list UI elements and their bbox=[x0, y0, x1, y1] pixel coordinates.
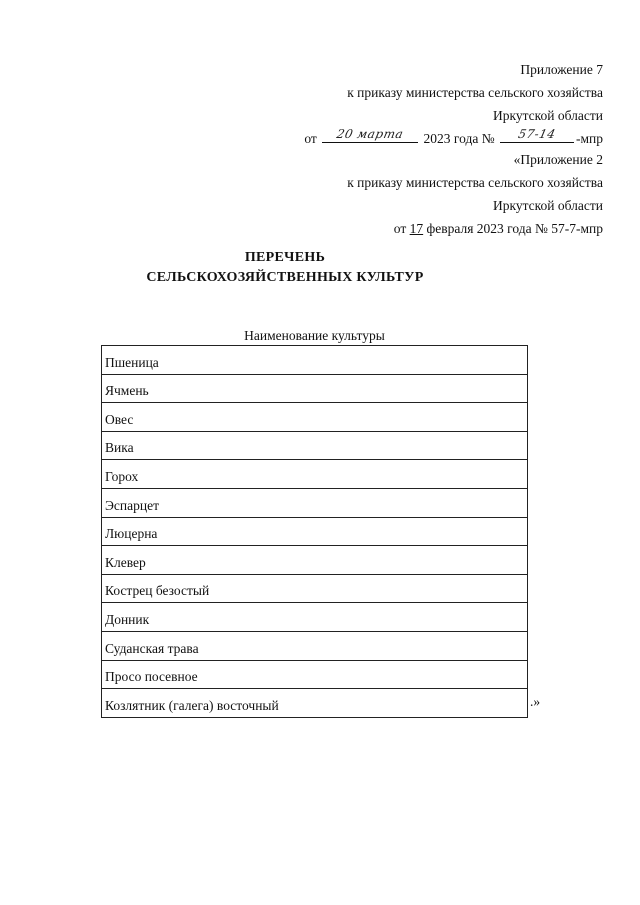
table-row bbox=[102, 403, 528, 432]
crop-name: Вика bbox=[102, 431, 528, 460]
crop-name: Эспарцет bbox=[102, 488, 528, 517]
crop-name: Пшеница bbox=[102, 346, 528, 375]
table-row bbox=[102, 460, 528, 489]
appendix-7-title: Приложение 7 bbox=[520, 62, 603, 77]
date-prefix: от bbox=[304, 131, 317, 146]
crop-name: Донник bbox=[102, 603, 528, 632]
appendix-7-date-line bbox=[304, 127, 603, 150]
year-text: 2023 года № bbox=[423, 131, 495, 146]
table-row bbox=[102, 488, 528, 517]
table-row bbox=[102, 631, 528, 660]
document-subtitle: СЕЛЬСКОХОЗЯЙСТВЕННЫХ КУЛЬТУР bbox=[146, 270, 424, 285]
table-row bbox=[102, 660, 528, 689]
crop-name: Клевер bbox=[102, 546, 528, 575]
crop-name: Козлятник (галега) восточный bbox=[102, 689, 528, 718]
table-row bbox=[102, 603, 528, 632]
document-title: ПЕРЕЧЕНЬ bbox=[244, 250, 326, 265]
crop-name: Просо посевное bbox=[102, 660, 528, 689]
appendix-7-order-line: к приказу министерства сельского хозяйства bbox=[347, 85, 603, 100]
crop-name: Ячмень bbox=[102, 374, 528, 403]
date-prefix: от bbox=[393, 221, 407, 236]
handwritten-number: 57-14 bbox=[516, 127, 558, 141]
handwritten-date-field bbox=[322, 128, 418, 143]
table-row bbox=[102, 374, 528, 403]
handwritten-date: 20 марта bbox=[335, 127, 405, 141]
crop-name: Люцерна bbox=[102, 517, 528, 546]
appendix-7-region-line: Иркутской области bbox=[492, 108, 603, 123]
appendix-2-order-line: к приказу министерства сельского хозяйства bbox=[347, 175, 603, 190]
number-suffix: -мпр bbox=[575, 131, 603, 146]
appendix-7-header bbox=[304, 58, 603, 150]
appendix-2-date-line bbox=[347, 217, 603, 240]
handwritten-number-field bbox=[500, 128, 574, 143]
closing-quote-mark: .» bbox=[530, 694, 541, 709]
crop-name: Горох bbox=[102, 460, 528, 489]
date-rest: февраля 2023 года № 57-7-мпр bbox=[426, 221, 603, 236]
appendix-2-title: «Приложение 2 bbox=[513, 152, 603, 167]
table-row bbox=[102, 431, 528, 460]
table-row bbox=[102, 546, 528, 575]
table-row bbox=[102, 517, 528, 546]
table-row bbox=[102, 346, 528, 375]
date-day: 17 bbox=[409, 221, 424, 236]
column-header: Наименование культуры bbox=[244, 328, 385, 343]
crop-name: Суданская трава bbox=[102, 631, 528, 660]
crop-name: Кострец безостый bbox=[102, 574, 528, 603]
crops-table bbox=[101, 345, 528, 718]
appendix-2-header bbox=[347, 148, 603, 240]
appendix-2-region-line: Иркутской области bbox=[492, 198, 603, 213]
table-row bbox=[102, 574, 528, 603]
table-row bbox=[102, 689, 528, 718]
crop-name: Овес bbox=[102, 403, 528, 432]
